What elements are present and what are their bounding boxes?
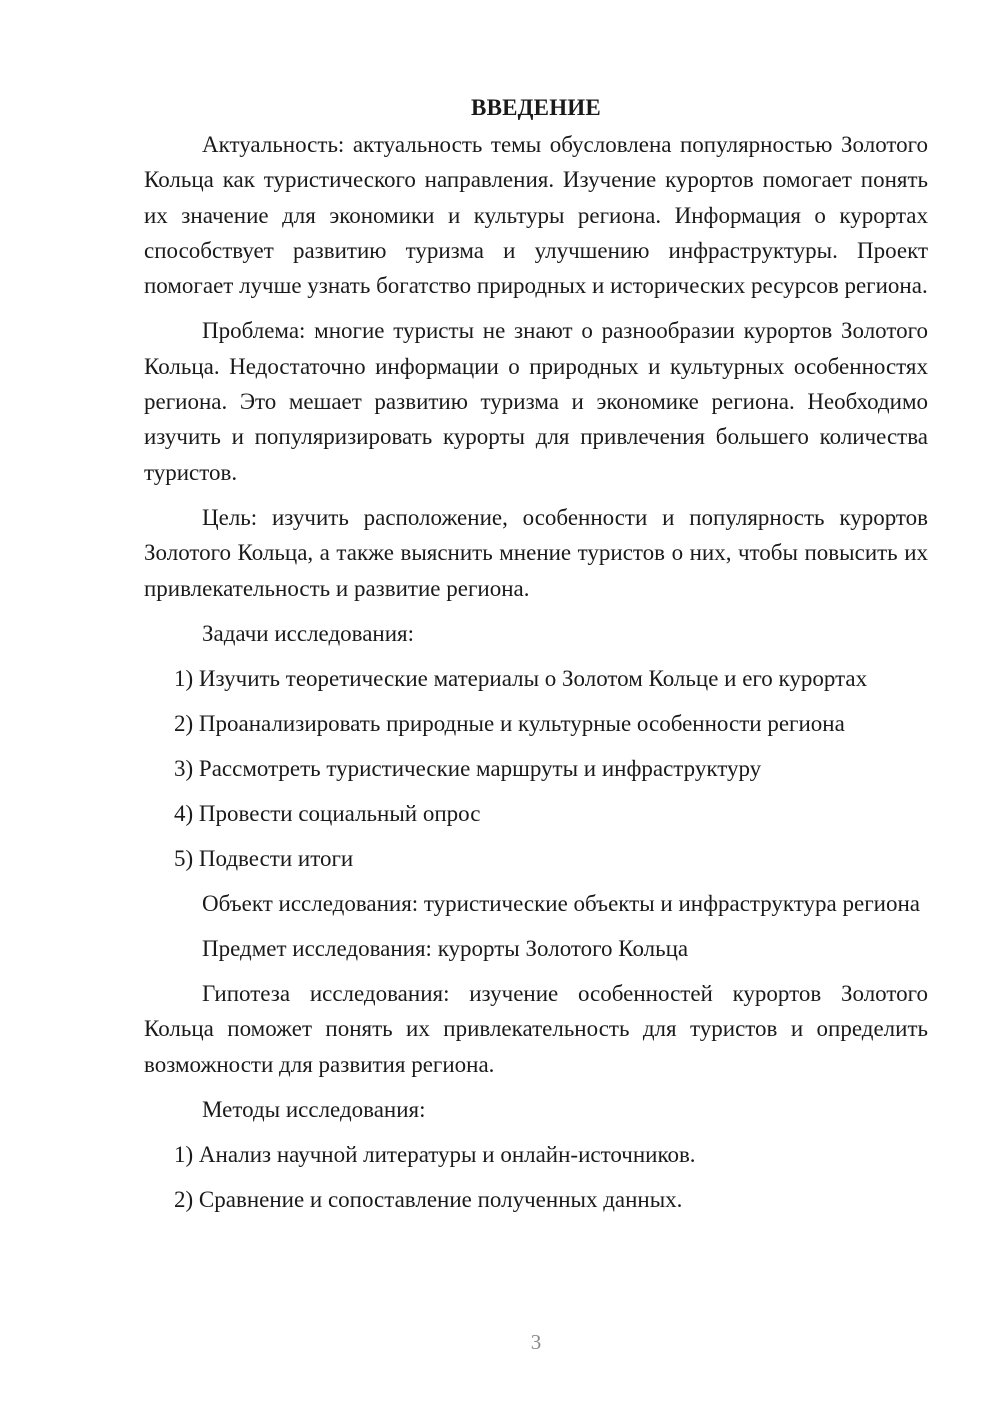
page-content (144, 90, 928, 1227)
task-item: 4) Провести социальный опрос (174, 800, 481, 826)
task-item: 2) Проанализировать природные и культурные особенности региона (174, 710, 845, 736)
methods-label: Методы исследования: (202, 1097, 426, 1123)
task-item: 3) Рассмотреть туристические маршруты и инфраструктуру (174, 755, 762, 781)
tasks-label: Задачи исследования: (202, 620, 415, 646)
method-item: 1) Анализ научной литературы и онлайн-источников. (174, 1142, 696, 1168)
subject-paragraph: Предмет исследования: курорты Золотого Кольца (202, 936, 689, 962)
tasks-list (144, 661, 928, 876)
method-item: 2) Сравнение и сопоставление полученных данных. (174, 1187, 683, 1213)
hypothesis-paragraph: Гипотеза исследования: изучение особенностей курортов Золотого Кольца поможет понять их привлекательность для туристов и определить возможности для развития региона. (144, 981, 928, 1077)
relevance-paragraph: Актуальность: актуальность темы обусловлена популярностью Золотого Кольца как туристического направления. Изучение курортов помогает понять их значение для экономики и культуры региона. Информация о курортах способствует развитию туризма и улучшению инфраструктуры. Проект помогает лучше узнать богатство природных и исторических ресурсов региона. (144, 132, 928, 299)
object-paragraph: Объект исследования: туристические объекты и инфраструктура региона (202, 890, 920, 916)
section-heading: ВВЕДЕНИЕ (471, 95, 601, 120)
task-item: 1) Изучить теоретические материалы о Золотом Кольце и его курортах (174, 665, 868, 691)
problem-paragraph: Проблема: многие туристы не знают о разнообразии курортов Золотого Кольца. Недостаточно информации о природных и культурных особенностях региона. Это мешает развитию туризма и экономике региона. Необходимо изучить и популяризировать курорты для привлечения большего количества туристов. (144, 318, 928, 485)
task-item: 5) Подвести итоги (174, 845, 354, 871)
goal-paragraph: Цель: изучить расположение, особенности и популярность курортов Золотого Кольца, а также выяснить мнение туристов о них, чтобы повысить их привлекательность и развитие региона. (144, 504, 928, 601)
page-number: 3 (530, 1330, 542, 1354)
methods-list (144, 1137, 928, 1217)
